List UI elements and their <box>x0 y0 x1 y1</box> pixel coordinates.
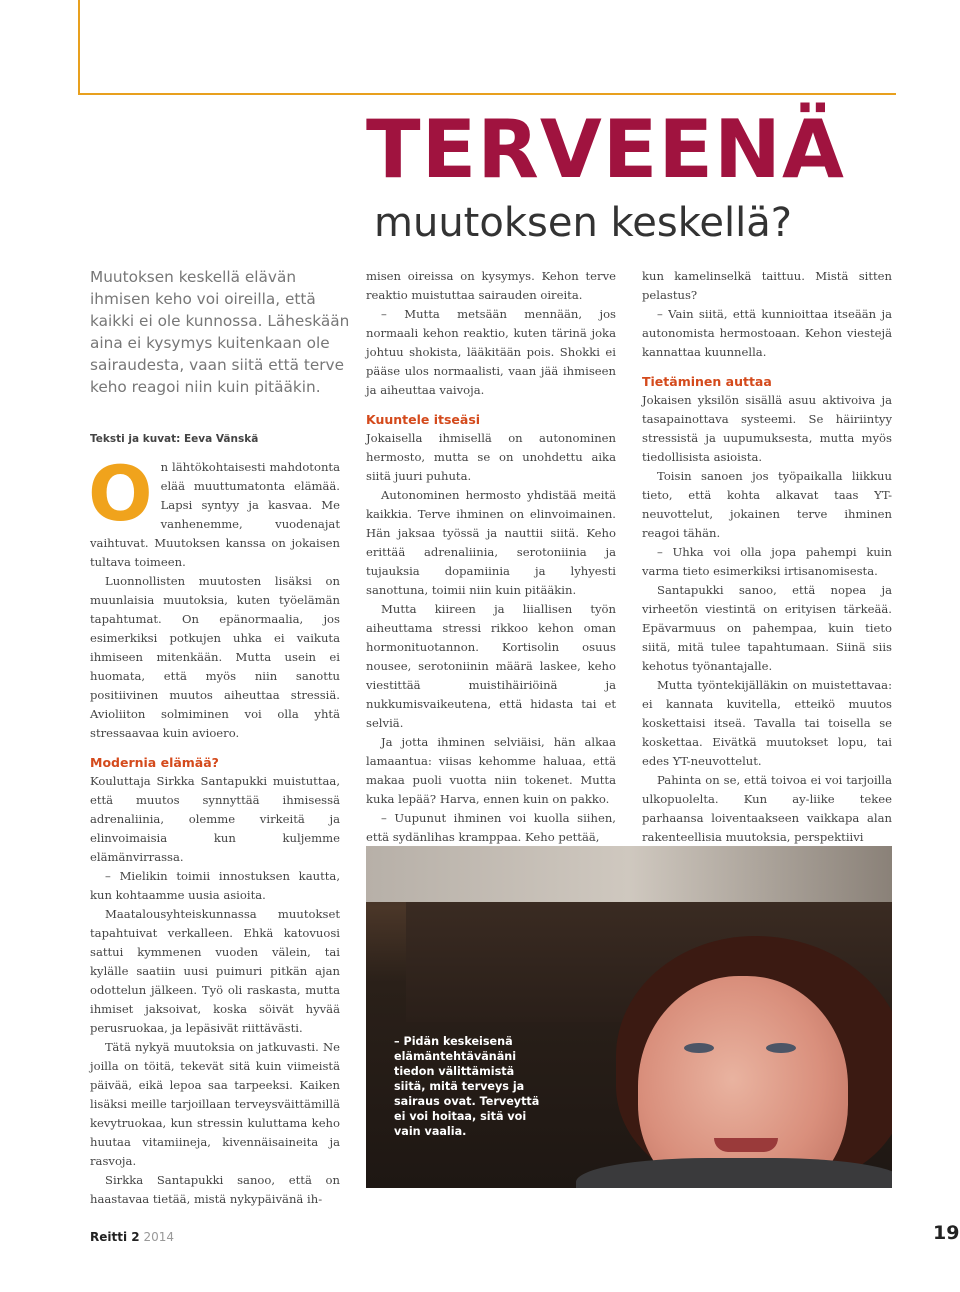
photo-eye-left <box>684 1043 714 1053</box>
paragraph: Jokaisella ihmisellä on autonominen hermosto, mutta se on unohdettu aika siitä juuri puhuta. <box>366 431 616 483</box>
byline: Teksti ja kuvat: Eeva Vänskä <box>90 433 259 445</box>
paragraph: Tätä nykyä muutoksia on jatkuvasti. Ne joilla on töitä, tekevät sitä kuin viimeistä päivää, eikä lepoa saa tarpeeksi. Kaiken lisäksi meille tarjoillaan terveysväittämillä kevytruokaa, kun stressin kuluttama keho huutaa vitamiineja, kivennäisaineita ja rasvoja. <box>90 1040 340 1168</box>
paragraph: Mutta työntekijälläkin on muistettavaa: ei kannata kuvitella, etteikö muutos koskettaisi itseä. Tavalla tai toisella se koskettaa. Eivätkä muutokset lopu, tai edes YT-neuvottelut. <box>642 678 892 768</box>
paragraph: misen oireissa on kysymys. Kehon terve reaktio muistuttaa sairauden oireita. <box>366 269 616 302</box>
publication-name: Reitti 2 <box>90 1230 140 1244</box>
paragraph: Ja jotta ihminen selviäisi, hän alkaa lamaantua: viisas kehomme haluaa, että makaa puoli vuotta niin tokenet. Mutta kuka lepää? Harva, ennen kuin on pakko. <box>366 735 616 806</box>
subheading-tietaminen: Tietäminen auttaa <box>642 374 772 389</box>
paragraph: Maatalousyhteiskunnassa muutokset tapahtuivat verkalleen. Ehkä katovuosi sattui kymmenen vuoden välein, tai kylälle saatiin uusi puimuri pitkän ajan odottelun jälkeen. Työ oli raskasta, mutta ihmiset jaksoivat, koska söivät hyvää perusruokaa, ja lepäsivät riittävästi. <box>90 907 340 1035</box>
article-lead: Muutoksen keskellä elävän ihmisen keho voi oireilla, että kaikki ei ole kunnossa. Läheskään aina ei kysymys kuitenkaan ole sairaudesta, vaan siitä että terve keho reagoi niin kuin pitääkin. <box>90 268 350 396</box>
photo-sweater <box>576 1158 892 1188</box>
paragraph: Toisin sanoen jos työpaikalla liikkuu tieto, että kohta alkavat taas YT-neuvottelut, jokainen terve ihminen reagoi tähän. <box>642 469 892 540</box>
paragraph: Luonnollisten muutosten lisäksi on muunlaisia muutoksia, kuten työelämän tapahtumat. On epänormaalia, jos esimerkiksi potkujen uhka ei vaikuta ihmiseen mitenkään. Mutta usein ei huomata, että myös niin sanottu positiivinen muutos aiheuttaa stressiä. Avioliiton solmiminen voi olla yhtä stressaavaa kuin avioero. <box>90 574 340 740</box>
photo-background-wall <box>366 846 892 902</box>
paragraph: – Vain siitä, että kunnioittaa itseään ja autonomista hermostoaan. Kehon viestejä kannattaa kuunnella. <box>642 307 892 359</box>
opening-text: n lähtökohtaisesti mahdotonta elää muuttumatonta elämää. Lapsi syntyy ja kasvaa. Me vanhenemme, vuodenajat vaihtuvat. Muutoksen kanssa on jokaisen tultava toimeen. <box>90 460 340 569</box>
article-title: TERVEENÄ <box>366 103 845 196</box>
article-subtitle: muutoksen keskellä? <box>374 200 793 246</box>
paragraph: Sirkka Santapukki sanoo, että on haastavaa tietää, mistä nykypäivänä ih- <box>90 1173 340 1206</box>
paragraph: Santapukki sanoo, että nopea ja virheetön viestintä on erityisen tärkeää. Epävarmuus on pahempaa, kuin tieto siitä, mitä tulee tapahtumaan. Siinä siis kehotus työnantajalle. <box>642 583 892 673</box>
subheading-modernia: Modernia elämää? <box>90 755 219 770</box>
photo-eye-right <box>766 1043 796 1053</box>
footer-publication <box>90 1230 174 1244</box>
pull-quote: – Pidän keskeisenä elämäntehtävänäni tiedon välittämistä siitä, mitä terveys ja sairaus ovat. Terveyttä ei voi hoitaa, sitä voi vain vaalia. <box>394 1035 540 1138</box>
photo-face <box>638 976 848 1188</box>
text-column-1 <box>88 449 340 1209</box>
paragraph: – Uupunut ihminen voi kuolla siihen, että sydänlihas kramppaa. Keho pettää, <box>366 811 616 844</box>
paragraph: Autonominen hermosto yhdistää meitä kaikkia. Terve ihminen on elinvoimainen. Hän jaksaa työssä ja nauttii siitä. Keho erittää adrenaliinia, serotoniinia ja tujauksia dopamiinia ja lyhyesti sanottuna, toimii niin kuin pitääkin. <box>366 488 616 597</box>
paragraph: Pahinta on se, että toivoa ei voi tarjoilla ulkopuolelta. Kun ay-liike tekee parhaansa loiventaakseen vaikkapa alan rakenteellisia muutoksia, perspektiivi <box>642 773 892 844</box>
accent-rule-vertical <box>78 0 80 95</box>
paragraph: Jokaisen yksilön sisällä asuu aktivoiva ja tasapainottava systeemi. Se häiriintyy stressistä ja uupumuksesta, mutta myös tiedollisista asioista. <box>642 393 892 464</box>
paragraph: – Mutta metsään mennään, jos normaali kehon reaktio, kuten tärinä joka johtuu shokista, lääkitään pois. Shokki ei pääse ulos normaalisti, vaan jää ihmiseen ja aiheuttaa vaivoja. <box>366 307 616 397</box>
drop-cap: O <box>88 449 153 538</box>
text-column-2 <box>366 267 616 847</box>
paragraph: kun kamelinselkä taittuu. Mistä sitten pelastus? <box>642 269 892 302</box>
paragraph: Mutta kiireen ja liiallisen työn aiheuttama stressi rikkoo kehon oman hormonituotannon. Kortisolin osuus nousee, serotoniinin määrä laskee, keho viestittää muistihäiriöinä ja nukkumisvaikeutena, että hidasta tai et selviä. <box>366 602 616 730</box>
paragraph: – Mielikin toimii innostuksen kautta, kun kohtaamme uusia asioita. <box>90 869 340 902</box>
accent-rule-horizontal <box>78 93 896 95</box>
text-column-3 <box>642 267 892 847</box>
paragraph: Kouluttaja Sirkka Santapukki muistuttaa, että muutos synnyttää ihmisessä adrenaliinia, olemme virkeitä ja elinvoimaisia kun kuljemme elämänvirrassa. <box>90 774 340 864</box>
page-number: 19 <box>933 1222 960 1244</box>
publication-year: 2014 <box>143 1230 174 1244</box>
portrait-photo <box>366 846 892 1188</box>
opening-paragraph <box>88 449 340 572</box>
photo-mouth <box>714 1138 778 1152</box>
paragraph: – Uhka voi olla jopa pahempi kuin varma tieto esimerkiksi irtisanomisesta. <box>642 545 892 578</box>
subheading-kuuntele: Kuuntele itseäsi <box>366 412 481 427</box>
